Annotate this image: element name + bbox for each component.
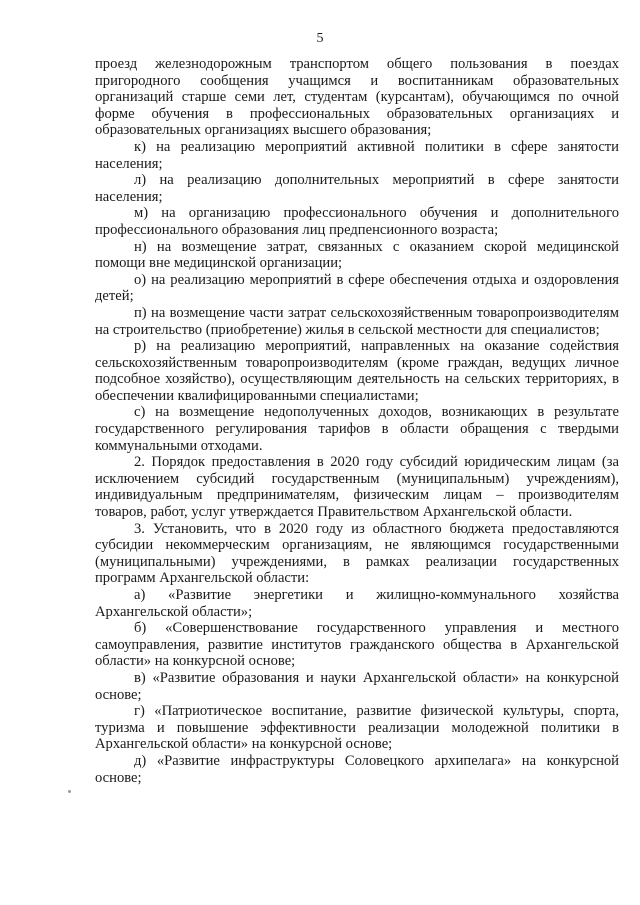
list-item-p: п) на возмещение части затрат сельскохозяйственным товаропроизводителям на строительство (приобретение) жилья в сельской местности для специалистов; [95, 304, 619, 338]
clause-2: 2. Порядок предоставления в 2020 году субсидий юридическим лицам (за исключением субсидий государственным (муниципальным) учреждениям), индивидуальным предпринимателям, физическим лицам – производителям товаров, работ, услуг утверждается Правительством Архангельской области. [95, 454, 619, 521]
program-item-v: в) «Развитие образования и науки Архангельской области» на конкурсной основе; [95, 669, 619, 703]
clause-3: 3. Установить, что в 2020 году из областного бюджета предоставляются субсидии некоммерческим организациям, не являющимся государственными (муниципальными) учреждениями, в рамках реализации государственных программ Архангельской области: [95, 520, 619, 587]
document-body [95, 56, 619, 786]
scan-speck [68, 790, 71, 793]
list-item-s: с) на возмещение недополученных доходов, возникающих в результате государственного регулирования тарифов в области обращения с твердыми коммунальными отходами. [95, 404, 619, 454]
list-item-n: н) на возмещение затрат, связанных с оказанием скорой медицинской помощи вне медицинской организации; [95, 238, 619, 272]
list-item-o: о) на реализацию мероприятий в сфере обеспечения отдыха и оздоровления детей; [95, 271, 619, 305]
list-item-r: р) на реализацию мероприятий, направленных на оказание содействия сельскохозяйственным товаропроизводителям (кроме граждан, ведущих личное подсобное хозяйство), осуществляющим деятельность на сельских территориях, в обеспечении квалифицированными специалистами; [95, 338, 619, 404]
paragraph-continuation: проезд железнодорожным транспортом общего пользования в поездах пригородного сообщения учащимся и воспитанникам образовательных организаций старше семи лет, студентам (курсантам), обучающимся по очной форме обучения в профессиональных образовательных организациях и образовательных организациях высшего образования; [95, 56, 619, 139]
list-item-k: к) на реализацию мероприятий активной политики в сфере занятости населения; [95, 138, 619, 172]
program-item-a: а) «Развитие энергетики и жилищно-коммунального хозяйства Архангельской области»; [95, 587, 619, 620]
program-item-d: д) «Развитие инфраструктуры Соловецкого архипелага» на конкурсной основе; [95, 752, 619, 786]
program-item-g: г) «Патриотическое воспитание, развитие физической культуры, спорта, туризма и повышение эффективности реализации молодежной политики в Архангельской области» на конкурсной основе; [95, 703, 619, 753]
list-item-m: м) на организацию профессионального обучения и дополнительного профессионального образования лиц предпенсионного возраста; [95, 205, 619, 238]
list-item-l: л) на реализацию дополнительных мероприятий в сфере занятости населения; [95, 172, 619, 205]
program-item-b: б) «Совершенствование государственного управления и местного самоуправления, развитие институтов гражданского общества в Архангельской области» на конкурсной основе; [95, 620, 619, 670]
page-number: 5 [316, 31, 324, 46]
